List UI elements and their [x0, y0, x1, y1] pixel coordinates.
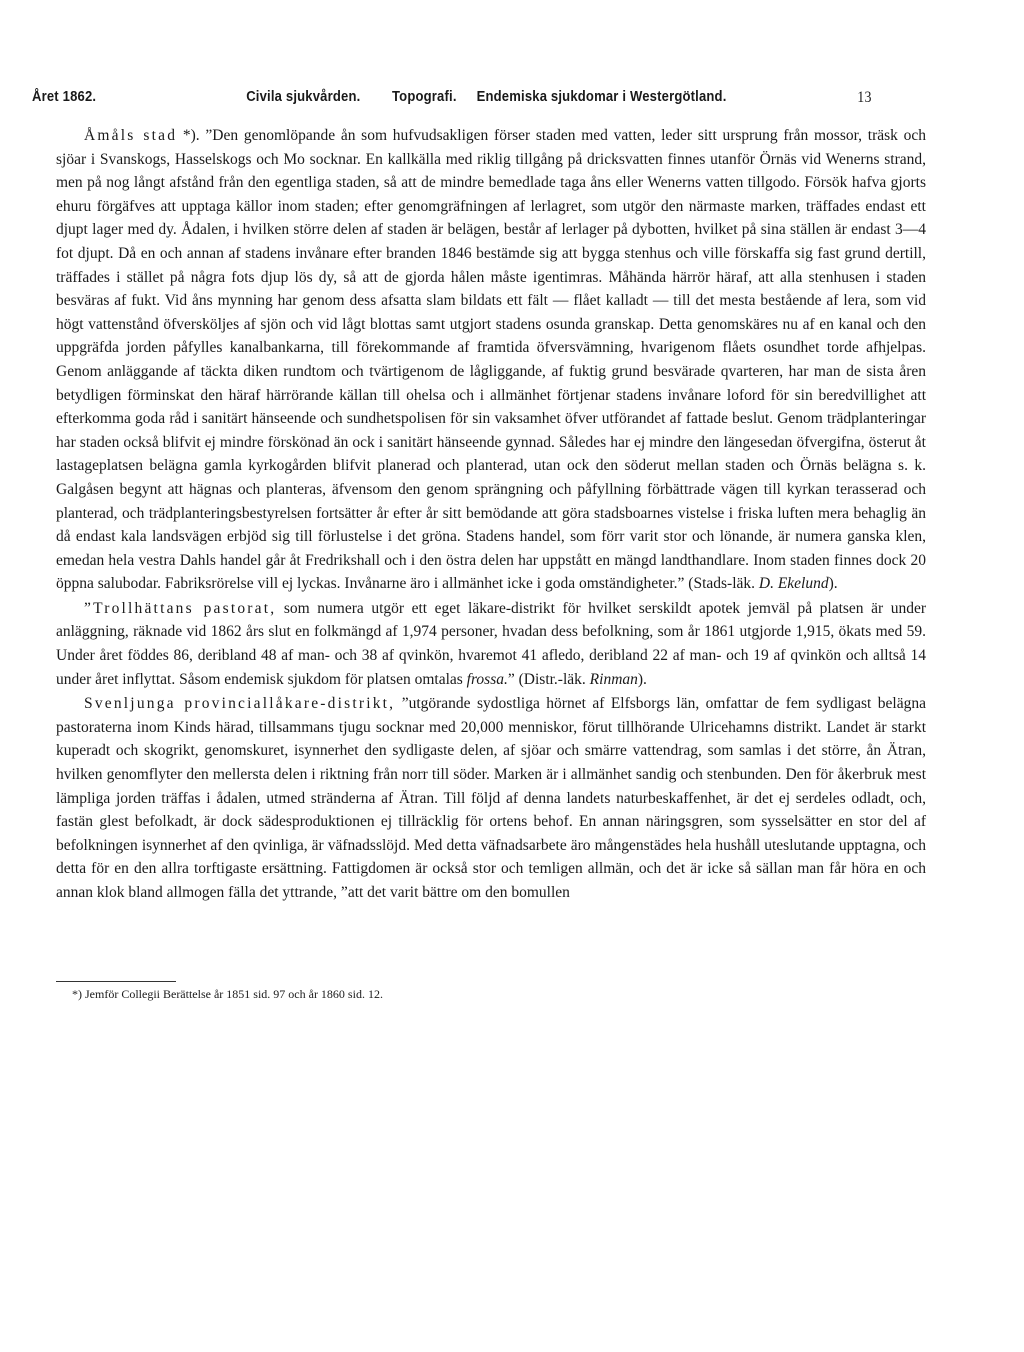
disease-name: frossa.	[466, 670, 508, 688]
paragraph-text-2: ” (Distr.-läk.	[507, 670, 590, 688]
paragraph-lead: Svenljunga provinciallåkare-distrikt,	[84, 695, 396, 713]
footnote-divider	[56, 981, 176, 982]
author-name: Rinman	[589, 670, 638, 688]
paragraph-lead: ”Trollhättans pastorat,	[84, 599, 277, 617]
paragraph-text: som numera utgör ett eget läkare-distrikt för hvilket serskildt apotek jemväl på platsen är under anläggning, räknade vid 1862 års slut en folkmängd af 1,974 personer, hvadan dess befolkning, som år 1861 utgjorde 1,915, ökats med 59. Under året föddes 86, deribland 48 af man- och 38 af qvinkön, hvaremot 41 afledo, deribland 22 af man- och 19 af qvinkön och alltså 14 under året inflyttat. Såsom endemisk sjukdom för platsen omtalas	[56, 599, 926, 688]
page-number: 13	[857, 89, 872, 106]
paragraph-amal	[56, 124, 926, 596]
paragraph-text: ”utgörande sydostliga hörnet af Elfsborgs län, omfattar de fem sydligast belägna pastoraterna inom Kinds härad, tillsammans tjugu socknar med 20,000 menniskor, förut tillhörande Ulricehamns distrikt. Landet är starkt kuperadt och skogrikt, genomskuret, isynnerhet den sydligaste delen, af sjöar och smärre vattendrag, som samlas i det större, ån Ätran, hvilken genomflyter den mellersta delen i riktning från norr till söder. Marken är i allmänhet sandig och stenbunden. Den för åkerbruk mest lämpliga jorden träffas i ådalen, utmed stränderna af Ätran. Till följd af denna landets naturbeskaffenhet, är det ej serdeles odladt, och, fastän glest befolkadt, är dock sädesproduktionen ej tillräcklig för ortens behof. En annan näringsgren, som sysselsätter en stor del af befolkningen isynnerhet af den qvinliga, är väfnadsslöjd. Med detta väfnadsarbete äro mångenstädes hela hushåll uteslutande upptagna, och detta för en den allra torftigaste ersättning. Fattigdomen är också stor och temligen allmän, och det är icke så sällan man får höra en och annan klok bland allmogen fälla det yttrande, ”att det varit bättre om den bomullen	[56, 695, 927, 901]
paragraph-svenljunga	[56, 692, 926, 904]
header-year: Året 1862.	[32, 89, 97, 105]
body-text	[56, 124, 926, 905]
paragraph-lead: Åmåls stad	[84, 127, 178, 144]
footnote: *) Jemför Collegii Berättelse år 1851 sid. 97 och år 1860 sid. 12.	[72, 987, 383, 1001]
paragraph-trollhattan	[56, 597, 926, 691]
footnote-marker: *).	[177, 127, 200, 144]
paragraph-close: ).	[828, 575, 838, 593]
header-section-civil: Civila sjukvården.	[246, 89, 361, 105]
header-section-endemic: Endemiska sjukdomar i Westergötland.	[476, 89, 727, 105]
author-name: D. Ekelund	[758, 575, 829, 593]
running-header	[32, 89, 872, 113]
header-section-topography: Topografi.	[392, 89, 457, 105]
paragraph-close: ).	[637, 670, 647, 688]
paragraph-text: ”Den genomlöpande ån som hufvudsakligen förser staden med vatten, leder sitt ursprung från mossor, träsk och sjöar i Svanskogs, Hasselskogs och Mo socknar. En kallkälla med riklig tillgång på dricksvatten finnes utanför Örnäs vid Wenerns strand, men på nog långt afstånd från den egentliga staden, så att de mindre bemedlade taga åns eller Wenerns vatten tillgodo. Försök hafva gjorts ehuru förgäfves att upptaga källor inom staden; efter genomgräfningen af lerlagret, som utgör den närmaste marken, träffades endast ett djupt lager med dy. Ådalen, i hvilken större delen af staden är belägen, består af lerlager på dybotten, hvilket på sina ställen är endast 3—4 fot djupt. Då en och annan af stadens invånare efter branden 1846 bestämde sig att bygga stenhus och ville förskaffa sig fast grund dertill, träffades i stället på några fots djup lös dy, så att de gjorda hålen måste igentimras. Måhända härrör häraf, att alla stenhusen i staden besväras af fukt. Vid åns mynning har genom dess afsatta slam bildats ett fält — flået kalladt — till det mesta bestående af lera, som vid högt vattenstånd öfversköljes af sjön och vid lågt blottas samt utgjort stadens osunda granskap. Detta genomskäres nu af en kanal och den uppgräfda jorden påfylles kanalbankarna, till förekommande af framtida öfversvämning, hvarigenom flåets osundhet torde afhjelpas. Genom anläggande af täckta diken rundtom och tvärtigenom de lågliggande, af fuktig grund besvärade qvarteren, har man de sista åren betydligen förminskat den häraf härrörande källan till ohelsa och i allmänhet förtjenar stadens invånare loford för sin beredvillighet att efterkomma goda råd i sanitärt hänseende och sundhetspolisen för sin vaksamhet öfver utförandet af fattade beslut. Genom trädplanteringar har staden också blifvit ej mindre förskönad än ock i sanitärt hänseende gynnad. Således har ej mindre den längesedan öfvergifna, österut åt lastageplatsen belägna gamla kyrkogården blifvit planerad och planterad, utan ock den söderut mellan staden och Örnäs belägna s. k. Galgåsen begynt att hägnas och planteras, äfvensom den genom sprängning och påfyllning förbättrade vägen till kyrkan terasserad och planterad, och trädplanteringsbestyrelsen fortsätter år efter år sitt bemödande att göra stadsboarnes vistelse i friska luften mera behaglig än då endast kala landsvägen erbjöd sig till förlustelse i det gröna. Stadens handel, som förr varit stor och lönande, är numera ganska klen, emedan hela vestra Dahls handel går åt Fredrikshall och i den östra delen har uppstått en mängd landthandlare. Inom staden finnes dock 20 öppna salubodar. Fabriksrörelse vill ej lyckas. Invånarne äro i allmänhet icke i goda omständigheter.” (Stads-läk.	[56, 127, 926, 593]
